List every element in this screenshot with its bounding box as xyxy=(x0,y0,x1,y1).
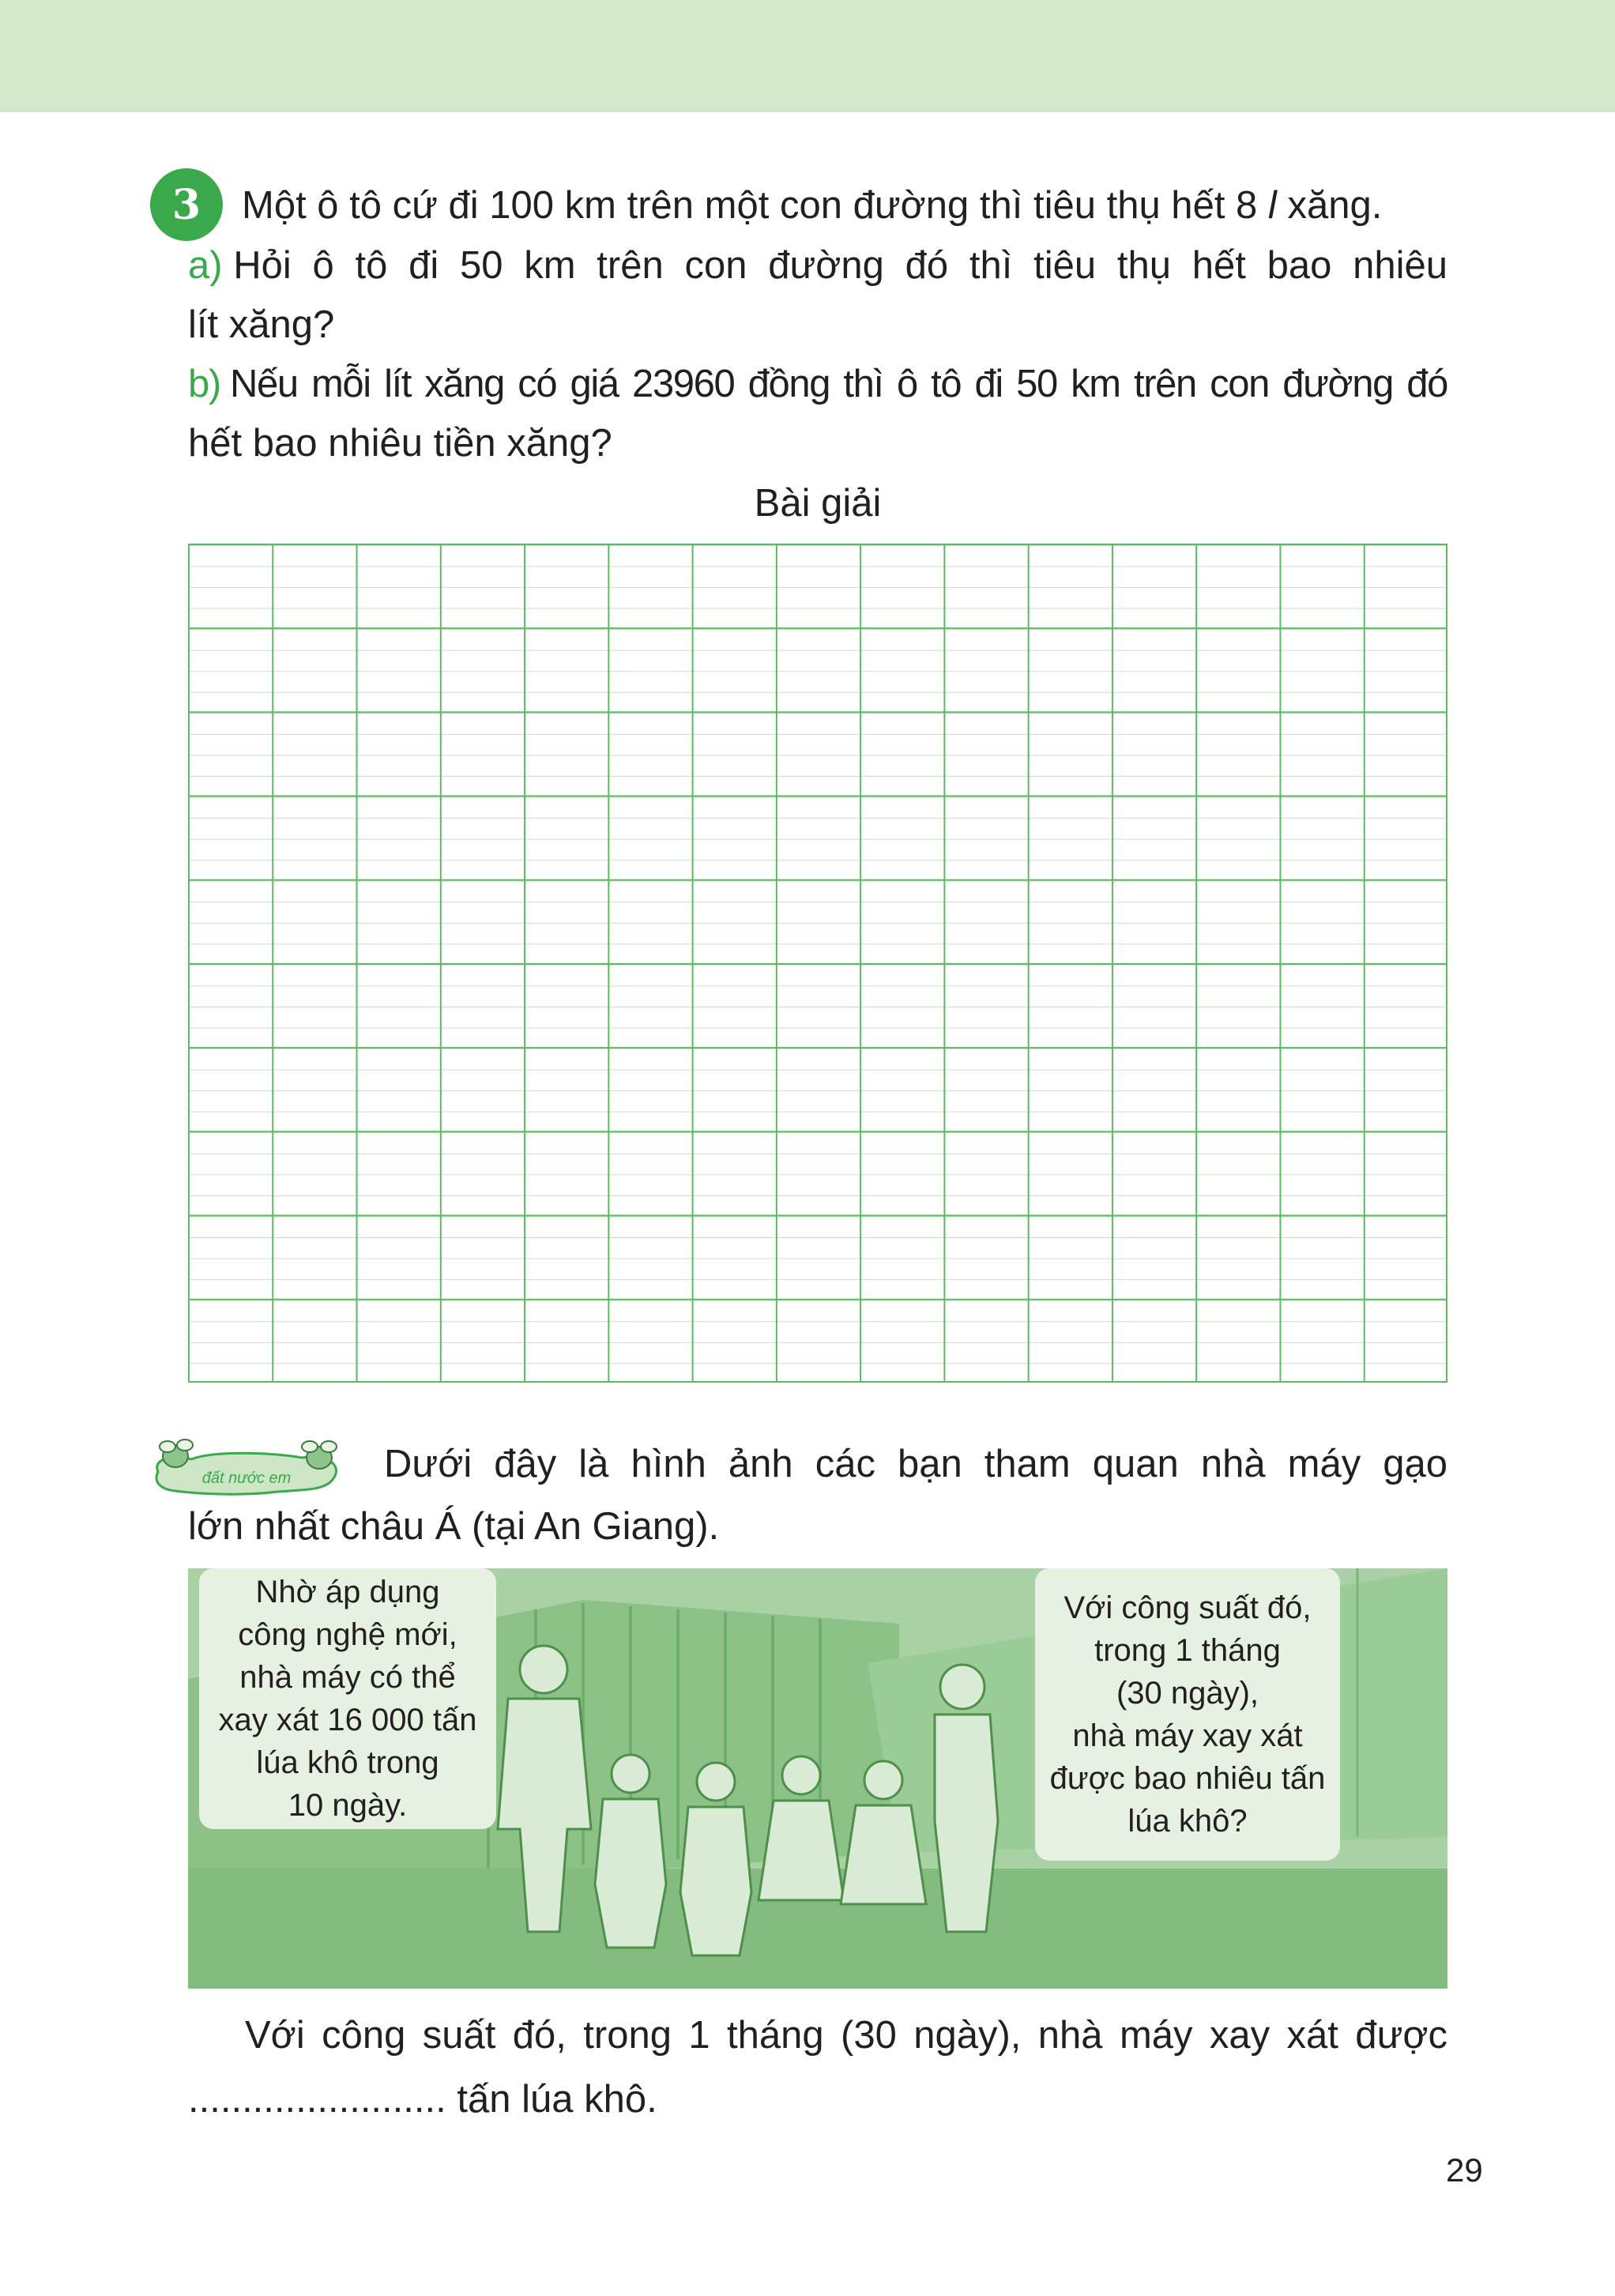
header-band xyxy=(0,0,1615,112)
exercise-number-badge xyxy=(150,168,223,241)
part-a-label: a) xyxy=(188,244,223,287)
intro-line1: Dưới đây là hình ảnh các bạn tham quan nhà máy gạo xyxy=(384,1443,1447,1485)
part-a-line2: lít xăng? xyxy=(188,303,335,346)
unit-symbol: l xyxy=(1267,184,1277,227)
answer-grid[interactable] xyxy=(188,544,1447,1383)
answer-blank[interactable]: ........................ xyxy=(188,2078,446,2121)
country-banner-icon xyxy=(144,1426,349,1505)
part-b-line2: hết bao nhiêu tiền xăng? xyxy=(188,422,612,465)
speech-bubble-right: Với công suất đó, trong 1 tháng (30 ngày), nhà máy xay xát được bao nhiêu tấn lúa khô? xyxy=(1035,1568,1340,1861)
banner-label: đất nước em xyxy=(201,1470,292,1487)
solution-title: Bài giải xyxy=(754,482,882,525)
intro-line2: lớn nhất châu Á (tại An Giang). xyxy=(188,1505,720,1548)
part-b-line1: b) Nếu mỗi lít xăng có giá 23960 đồng thì ô tô đi 50 km trên con đường đó xyxy=(188,363,1447,405)
answer-line2: ........................ tấn lúa khô. xyxy=(188,2078,657,2121)
answer-line1: Với công suất đó, trong 1 tháng (30 ngày), nhà máy xay xát được xyxy=(245,2014,1447,2057)
exercise-number: 3 xyxy=(171,180,201,229)
speech-bubble-left: Nhờ áp dụng công nghệ mới, nhà máy có thể xay xát 16 000 tấn lúa khô trong 10 ngày. xyxy=(199,1568,496,1829)
page-number: 29 xyxy=(1446,2151,1483,2189)
factory-visit-illustration xyxy=(188,1568,1447,1989)
exercise-stem: Một ô tô cứ đi 100 km trên một con đường thì tiêu thụ hết 8 l xăng. xyxy=(242,184,1383,227)
part-b-label: b) xyxy=(188,363,220,405)
part-a-line1: a) Hỏi ô tô đi 50 km trên con đường đó thì tiêu thụ hết bao nhiêu xyxy=(188,244,1447,287)
